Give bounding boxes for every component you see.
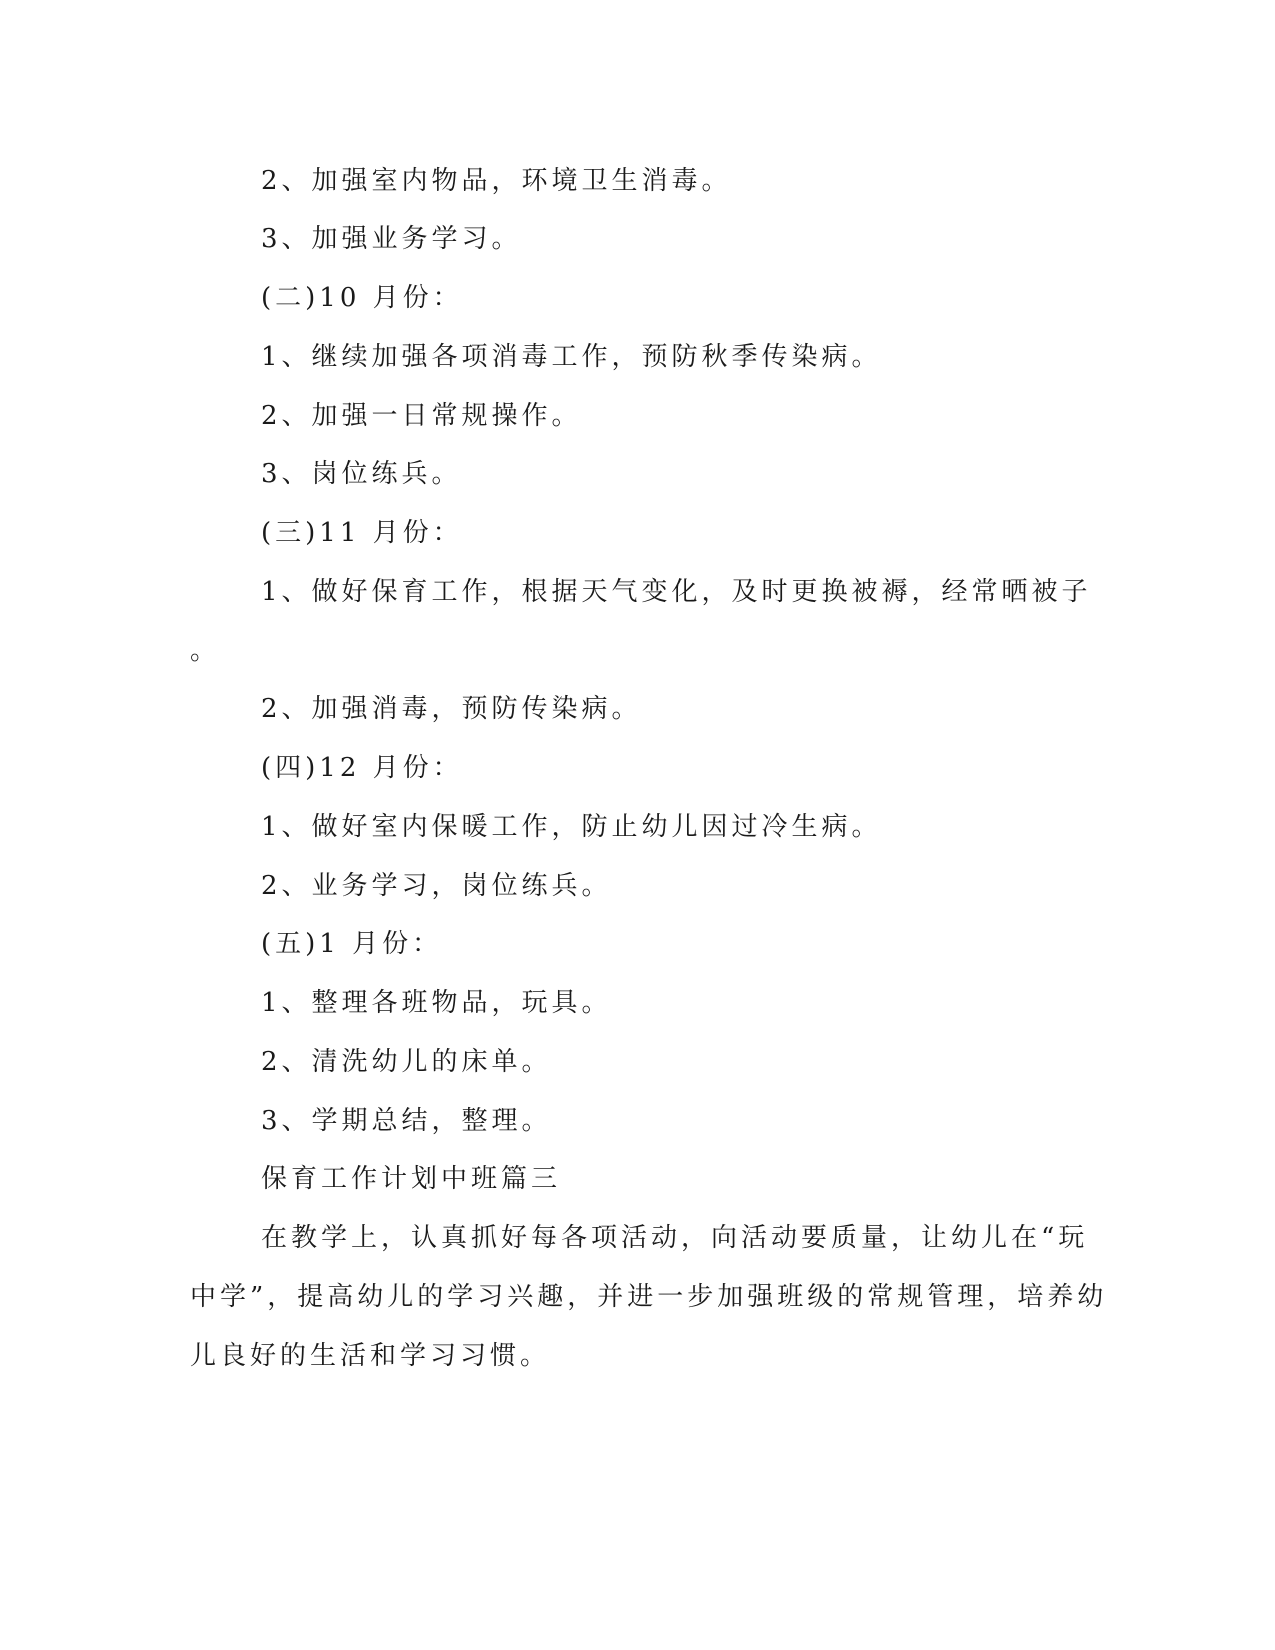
text-line: 2、加强一日常规操作。: [261, 401, 582, 431]
text-line: 1、做好保育工作，根据天气变化，及时更换被褥，经常晒被子: [261, 577, 1092, 607]
text-line: 1、做好室内保暖工作，防止幼儿因过冷生病。: [261, 812, 882, 842]
text-line: 1、整理各班物品，玩具。: [261, 988, 612, 1018]
text-line: 1、继续加强各项消毒工作，预防秋季传染病。: [261, 342, 882, 372]
section-heading-january: (五)1 月份：: [261, 929, 443, 959]
text-line: 3、学期总结，整理。: [261, 1106, 552, 1136]
text-line: 。: [190, 636, 221, 666]
section-heading-december: (四)12 月份：: [261, 753, 463, 783]
text-line: 2、加强室内物品，环境卫生消毒。: [261, 166, 732, 196]
text-line: 3、加强业务学习。: [261, 224, 522, 254]
paragraph-line: 中学”，提高幼儿的学习兴趣，并进一步加强班级的常规管理，培养幼: [190, 1282, 1108, 1312]
text-line: 2、清洗幼儿的床单。: [261, 1047, 552, 1077]
paragraph-line: 儿良好的生活和学习习惯。: [190, 1341, 551, 1371]
text-line: 2、业务学习，岗位练兵。: [261, 871, 612, 901]
text-line: 3、岗位练兵。: [261, 459, 462, 489]
article-title: 保育工作计划中班篇三: [261, 1164, 562, 1194]
text-line: 2、加强消毒，预防传染病。: [261, 694, 642, 724]
section-heading-october: (二)10 月份：: [261, 283, 463, 313]
paragraph-line: 在教学上，认真抓好每各项活动，向活动要质量，让幼儿在“玩: [261, 1223, 1089, 1253]
section-heading-november: (三)11 月份：: [261, 518, 463, 548]
